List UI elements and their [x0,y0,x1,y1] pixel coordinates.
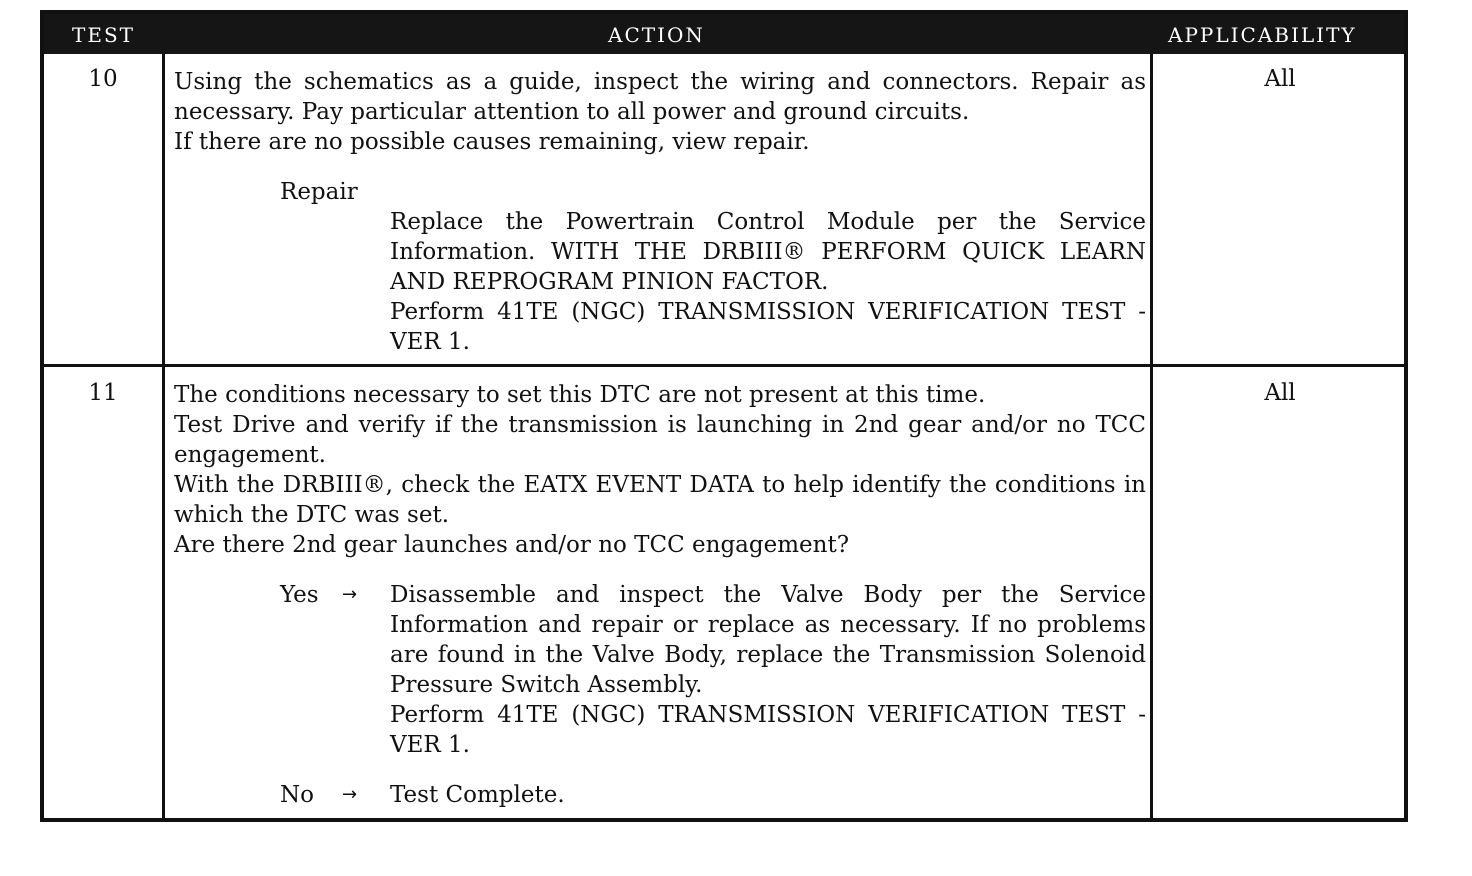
header-action: ACTION [608,23,705,47]
arrow-right-icon: → [342,584,358,605]
applicability-10: All [1264,66,1296,92]
row-divider [44,364,1404,367]
action-10-line-1: Using the schematics as a guide, inspect the wiring and connectors. Repair as necessary. Pay particular attention to all power and ground circuits. [174,69,1146,125]
outcome-yes-label: Yes [280,582,319,608]
action-10 [174,67,1146,357]
table-header [44,14,1404,54]
outcome-no-label: No [280,782,314,808]
arrow-right-icon: → [342,784,358,805]
outcome-repair-text-1: Replace the Powertrain Control Module per the Service Information. WITH THE DRBIII® PERFORM QUICK LEARN AND REPROGRAM PINION FACTOR. [390,209,1146,295]
applicability-11: All [1264,380,1296,406]
action-11-line-4: Are there 2nd gear launches and/or no TCC engagement? [174,532,850,558]
outcome-yes [174,580,1146,760]
outcome-repair-text-2: Perform 41TE (NGC) TRANSMISSION VERIFICATION TEST - VER 1. [390,299,1146,355]
outcome-yes-text-2: Perform 41TE (NGC) TRANSMISSION VERIFICATION TEST - VER 1. [390,702,1146,758]
action-11 [174,380,1146,810]
column-divider-test [162,54,165,818]
action-11-line-1: The conditions necessary to set this DTC are not present at this time. [174,382,986,408]
test-number-11: 11 [88,380,118,406]
outcome-no-text-1: Test Complete. [390,782,565,808]
action-11-line-3: With the DRBIII®, check the EATX EVENT DATA to help identify the conditions in which the DTC was set. [174,472,1146,528]
action-10-line-2: If there are no possible causes remaining, view repair. [174,129,810,155]
header-test: TEST [72,23,135,47]
action-11-line-2: Test Drive and verify if the transmission is launching in 2nd gear and/or no TCC engagement. [174,412,1146,468]
outcome-repair [174,177,1146,357]
column-divider-applicability [1150,54,1153,818]
outcome-yes-text-1: Disassemble and inspect the Valve Body per the Service Information and repair or replace as necessary. If no problems are found in the Valve Body, replace the Transmission Solenoid Pressure Switch Assembly. [390,582,1146,698]
test-number-10: 10 [88,66,118,92]
outcome-repair-label: Repair [280,179,358,205]
test-table [40,10,1408,822]
header-applicability: APPLICABILITY [1168,23,1357,47]
outcome-no [174,780,1146,810]
